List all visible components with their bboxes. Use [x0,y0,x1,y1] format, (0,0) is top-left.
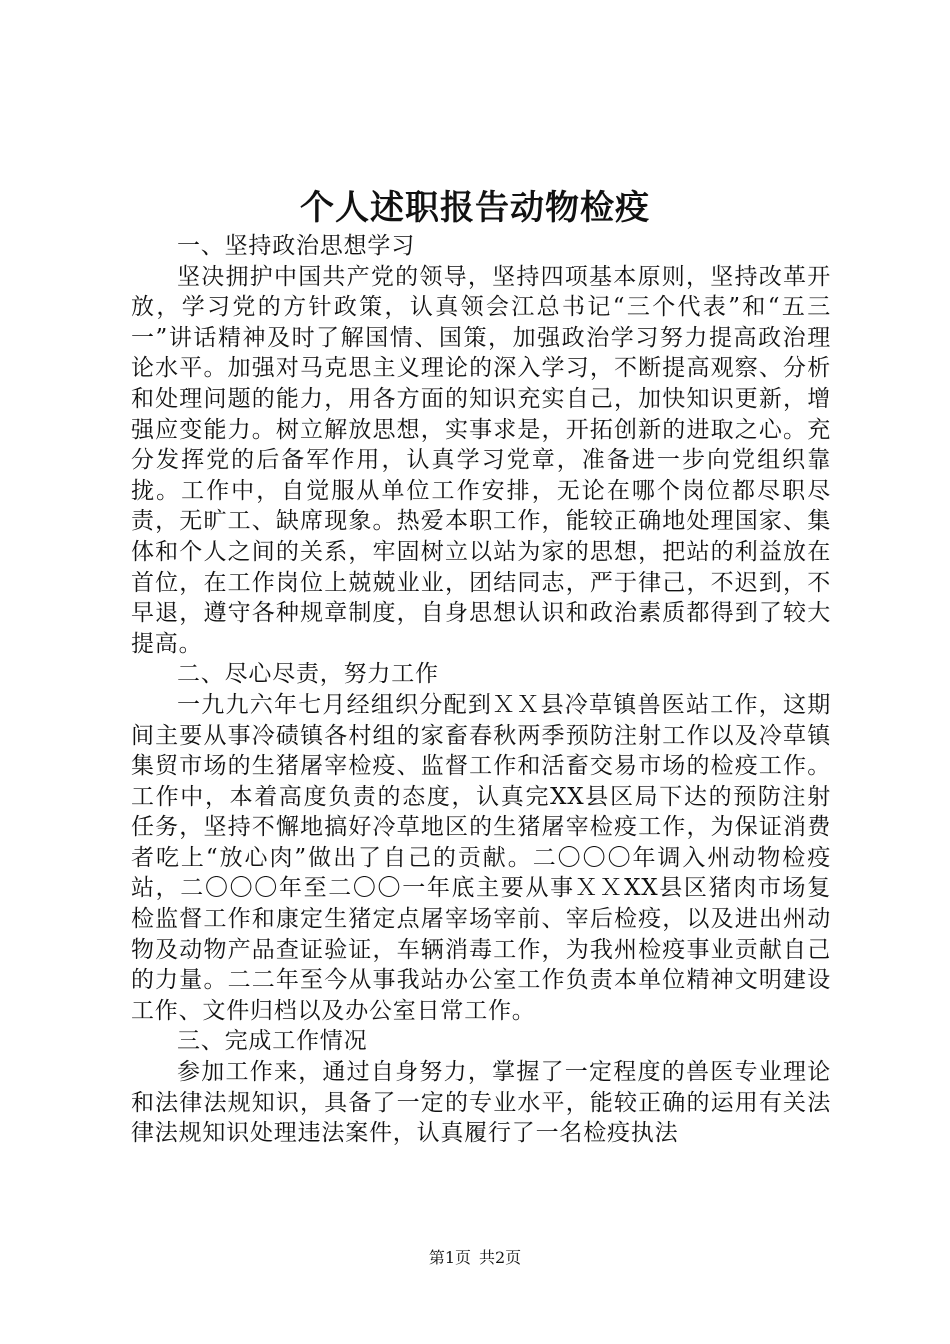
section-heading-3: 三、完成工作情况 [177,1028,368,1055]
body-paragraph-3: 参加工作来，通过自身努力，掌握了一定程度的兽医专业理论和法律法规知识，具备了一定的专业水平，能较正确的运用有关法律法规知识处理违法案件，认真履行了一名检疫执法 [131,1059,831,1147]
page-footer [0,1246,950,1270]
document-body [131,231,831,1149]
section-heading-2: 二、尽心尽责，努力工作 [177,661,439,688]
page-total: 共2页 [479,1248,522,1267]
body-paragraph-2: 一九九六年七月经组织分配到ＸＸ县冷草镇兽医站工作，这期间主要从事冷碛镇各村组的家畜春秋两季预防注射工作以及冷草镇集贸市场的生猪屠宰检疫、监督工作和活畜交易市场的检疫工作。工作中，本着高度负责的态度，认真完XX县区局下达的预防注射任务，坚持不懈地搞好冷草地区的生猪屠宰检疫工作，为保证消费者吃上“放心肉”做出了自己的贡献。二〇〇〇年调入州动物检疫站，二〇〇〇年至二〇〇一年底主要从事ＸＸXX县区猪肉市场复检监督工作和康定生猪定点屠宰场宰前、宰后检疫，以及进出州动物及动物产品查证验证，车辆消毒工作，为我州检疫事业贡献自己的力量。二二年至今从事我站办公室工作负责本单位精神文明建设工作、文件归档以及办公室日常工作。 [131,691,831,1024]
page-number: 第1页 [428,1248,471,1267]
body-paragraph-1: 坚决拥护中国共产党的领导，坚持四项基本原则，坚持改革开放，学习党的方针政策，认真领会江总书记“三个代表”和“五三一”讲话精神及时了解国情、国策，加强政治学习努力提高政治理论水平。加强对马克思主义理论的深入学习，不断提高观察、分析和处理问题的能力，用各方面的知识充实自己，加快知识更新，增强应变能力。树立解放思想，实事求是，开拓创新的进取之心。充分发挥党的后备军作用，认真学习党章，准备进一步向党组织靠拢。工作中，自觉服从单位工作安排，无论在哪个岗位都尽职尽责，无旷工、缺席现象。热爱本职工作，能较正确地处理国家、集体和个人之间的关系，牢固树立以站为家的思想，把站的利益放在首位，在工作岗位上兢兢业业，团结同志，严于律己，不迟到，不早退，遵守各种规章制度，自身思想认识和政治素质都得到了较大提高。 [131,263,831,657]
document-title: 个人述职报告动物检疫 [300,188,650,228]
section-heading-1: 一、坚持政治思想学习 [177,233,415,259]
